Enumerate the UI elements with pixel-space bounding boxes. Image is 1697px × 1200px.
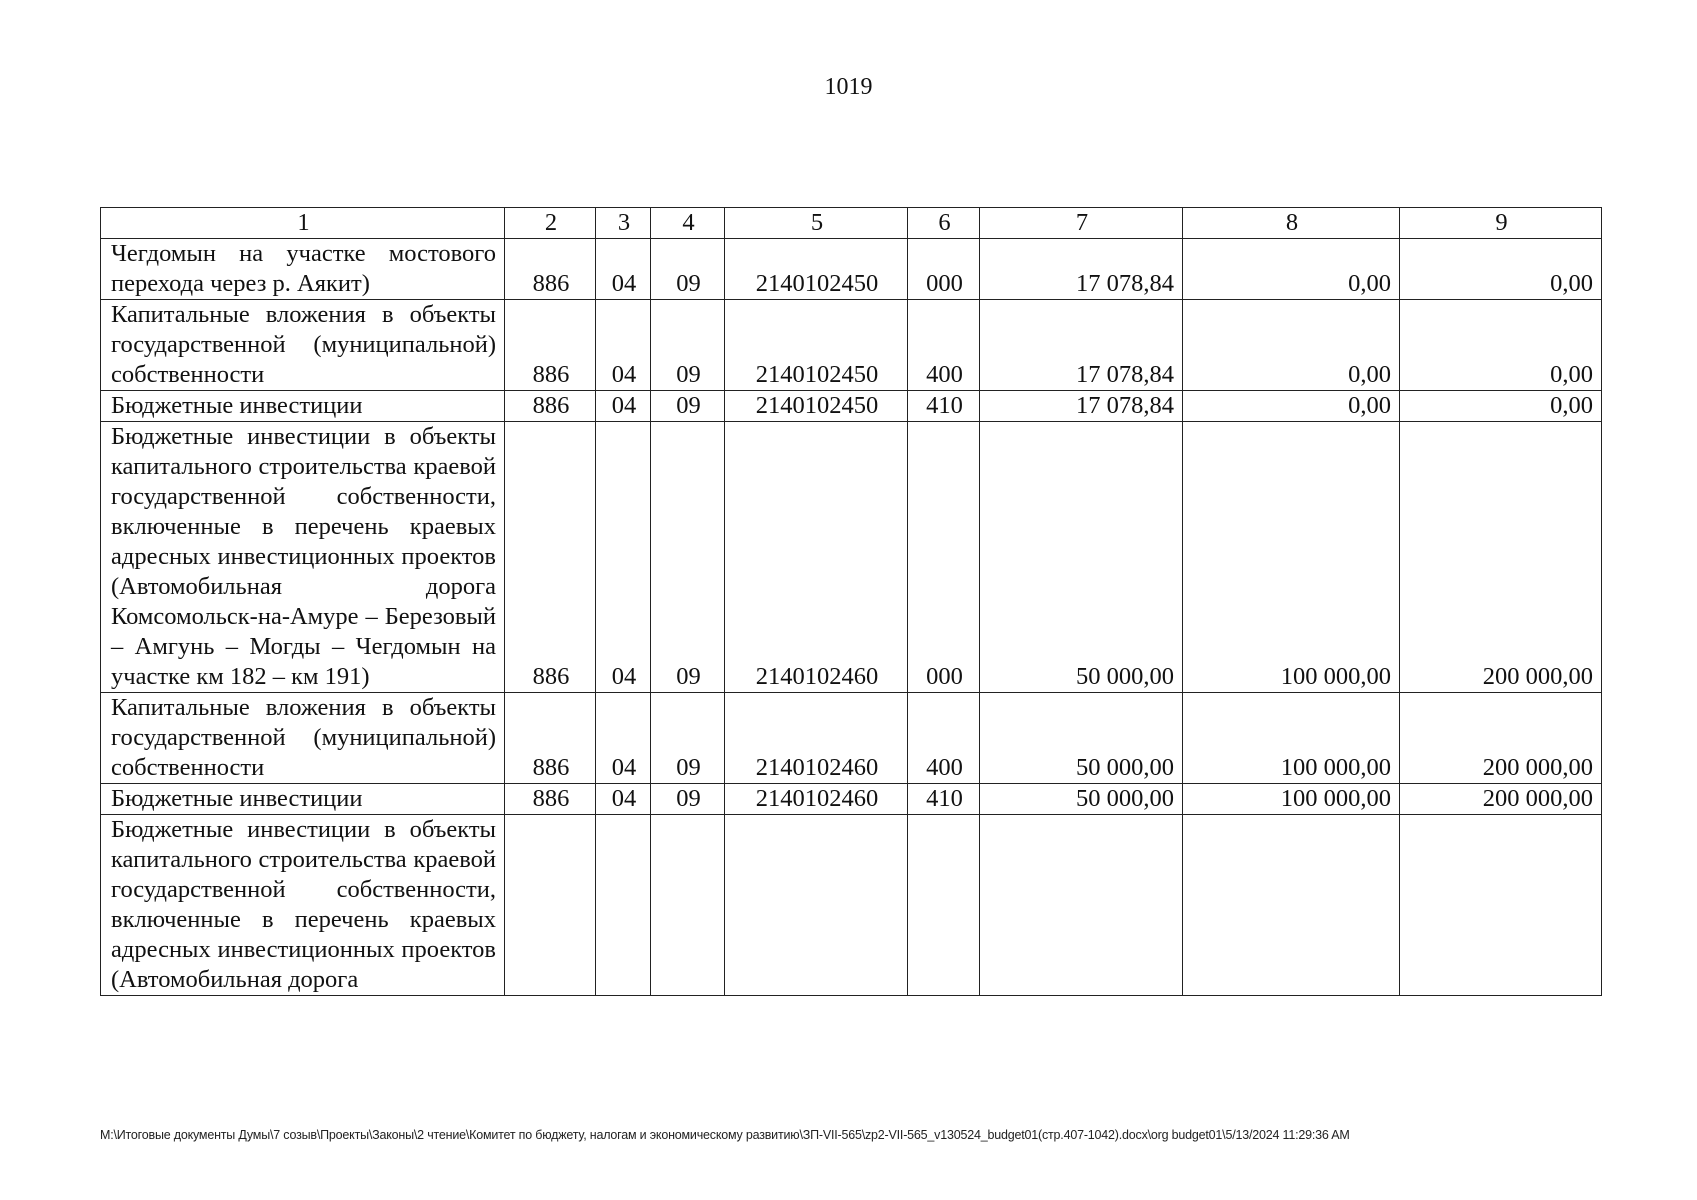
cell-ministry-code: 886 bbox=[505, 239, 596, 300]
cell-ministry-code: 886 bbox=[505, 391, 596, 422]
row-name: Бюджетные инвестиции bbox=[101, 391, 505, 422]
cell-amount-9: 200 000,00 bbox=[1400, 784, 1602, 815]
cell-target-article: 2140102460 bbox=[725, 784, 908, 815]
cell-section: 04 bbox=[596, 239, 651, 300]
cell-ministry-code: 886 bbox=[505, 693, 596, 784]
column-number: 6 bbox=[908, 208, 980, 239]
cell-amount-9: 200 000,00 bbox=[1400, 693, 1602, 784]
cell-section: 04 bbox=[596, 391, 651, 422]
cell-ministry-code: 886 bbox=[505, 784, 596, 815]
cell-subsection: 09 bbox=[651, 784, 725, 815]
cell-subsection: 09 bbox=[651, 391, 725, 422]
column-number: 8 bbox=[1183, 208, 1400, 239]
cell-subsection bbox=[651, 815, 725, 996]
cell-target-article bbox=[725, 815, 908, 996]
cell-amount-8: 100 000,00 bbox=[1183, 422, 1400, 693]
cell-section bbox=[596, 815, 651, 996]
row-name: Капитальные вложения в объекты государственной (муниципальной) собственности bbox=[101, 300, 505, 391]
cell-amount-8: 100 000,00 bbox=[1183, 693, 1400, 784]
cell-target-article: 2140102450 bbox=[725, 239, 908, 300]
cell-amount-7: 17 078,84 bbox=[980, 300, 1183, 391]
cell-amount-8 bbox=[1183, 815, 1400, 996]
column-number: 2 bbox=[505, 208, 596, 239]
cell-expense-type: 000 bbox=[908, 422, 980, 693]
column-number: 7 bbox=[980, 208, 1183, 239]
cell-expense-type: 400 bbox=[908, 300, 980, 391]
cell-amount-8: 0,00 bbox=[1183, 300, 1400, 391]
page-number: 1019 bbox=[824, 74, 873, 100]
cell-target-article: 2140102460 bbox=[725, 422, 908, 693]
table-row bbox=[101, 784, 1602, 815]
column-number: 4 bbox=[651, 208, 725, 239]
cell-amount-8: 100 000,00 bbox=[1183, 784, 1400, 815]
table-row bbox=[101, 239, 1602, 300]
table-row bbox=[101, 300, 1602, 391]
column-number: 3 bbox=[596, 208, 651, 239]
cell-amount-9: 0,00 bbox=[1400, 239, 1602, 300]
cell-subsection: 09 bbox=[651, 239, 725, 300]
cell-section: 04 bbox=[596, 300, 651, 391]
table-row bbox=[101, 391, 1602, 422]
cell-expense-type: 410 bbox=[908, 784, 980, 815]
column-number: 9 bbox=[1400, 208, 1602, 239]
row-name: Чегдомын на участке мостового перехода через р. Аякит) bbox=[101, 239, 505, 300]
cell-subsection: 09 bbox=[651, 693, 725, 784]
cell-expense-type: 400 bbox=[908, 693, 980, 784]
cell-section: 04 bbox=[596, 693, 651, 784]
cell-amount-7: 50 000,00 bbox=[980, 693, 1183, 784]
cell-ministry-code: 886 bbox=[505, 422, 596, 693]
row-name: Бюджетные инвестиции в объекты капитального строительства краевой государственной собственности, включенные в перечень краевых адресных инвестиционных проектов (Автомобильная дорога bbox=[101, 815, 505, 996]
cell-expense-type: 410 bbox=[908, 391, 980, 422]
cell-amount-7 bbox=[980, 815, 1183, 996]
cell-amount-9: 0,00 bbox=[1400, 300, 1602, 391]
cell-amount-7: 50 000,00 bbox=[980, 784, 1183, 815]
column-number: 1 bbox=[101, 208, 505, 239]
cell-amount-7: 17 078,84 bbox=[980, 391, 1183, 422]
column-number-row bbox=[101, 208, 1602, 239]
column-number: 5 bbox=[725, 208, 908, 239]
cell-amount-9 bbox=[1400, 815, 1602, 996]
table-row bbox=[101, 815, 1602, 996]
document-path-footer: М:\Итоговые документы Думы\7 созыв\Проекты\Законы\2 чтение\Комитет по бюджету, налогам и экономическому развитию\ЗП-VII-565\zp2-VII-565_v130524_budget01(стр.407-1042).docx\org budget01\5/13/2024 11:29:36 AM bbox=[100, 1128, 1350, 1142]
cell-subsection: 09 bbox=[651, 300, 725, 391]
cell-section: 04 bbox=[596, 422, 651, 693]
row-name: Капитальные вложения в объекты государственной (муниципальной) собственности bbox=[101, 693, 505, 784]
table-row bbox=[101, 693, 1602, 784]
budget-table bbox=[100, 207, 1602, 996]
cell-target-article: 2140102450 bbox=[725, 391, 908, 422]
cell-amount-8: 0,00 bbox=[1183, 391, 1400, 422]
cell-amount-7: 50 000,00 bbox=[980, 422, 1183, 693]
cell-target-article: 2140102460 bbox=[725, 693, 908, 784]
cell-subsection: 09 bbox=[651, 422, 725, 693]
cell-ministry-code bbox=[505, 815, 596, 996]
cell-amount-8: 0,00 bbox=[1183, 239, 1400, 300]
cell-expense-type bbox=[908, 815, 980, 996]
cell-expense-type: 000 bbox=[908, 239, 980, 300]
cell-ministry-code: 886 bbox=[505, 300, 596, 391]
row-name: Бюджетные инвестиции bbox=[101, 784, 505, 815]
cell-amount-9: 0,00 bbox=[1400, 391, 1602, 422]
row-name: Бюджетные инвестиции в объекты капитального строительства краевой государственной собственности, включенные в перечень краевых адресных инвестиционных проектов (Автомобильная дорога Комсомольск-на-Амуре – Березовый – Амгунь – Могды – Чегдомын на участке км 182 – км 191) bbox=[101, 422, 505, 693]
cell-target-article: 2140102450 bbox=[725, 300, 908, 391]
cell-amount-9: 200 000,00 bbox=[1400, 422, 1602, 693]
cell-amount-7: 17 078,84 bbox=[980, 239, 1183, 300]
cell-section: 04 bbox=[596, 784, 651, 815]
table-row bbox=[101, 422, 1602, 693]
